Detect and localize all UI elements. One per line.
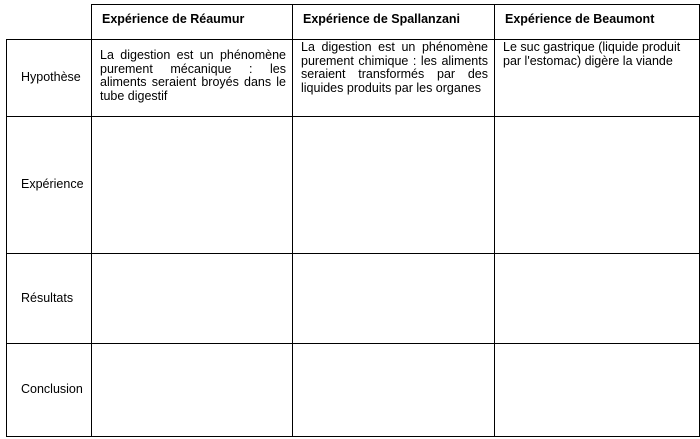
- hypothesis-beaumont: Le suc gastrique (liquide produit par l'estomac) digère la viande: [503, 40, 681, 68]
- row-label-experience: Expérience: [21, 177, 84, 192]
- table-border-bottom: [6, 436, 700, 437]
- experience-reaumur-cell: [92, 117, 292, 253]
- conclusion-reaumur-cell: [92, 344, 292, 436]
- conclusion-beaumont-cell: [495, 344, 699, 436]
- hypothesis-reaumur: La digestion est un phénomène purement mécanique : les aliments seraient broyés dans le tube digestif: [100, 48, 286, 103]
- resultats-reaumur-cell: [92, 254, 292, 343]
- hypothesis-spallanzani: La digestion est un phénomène purement chimique : les aliments seraient transformés par des liquides produits par les organes: [301, 40, 488, 95]
- row-label-hypothese: Hypothèse: [21, 70, 81, 85]
- resultats-spallanzani-cell: [293, 254, 494, 343]
- row-label-conclusion: Conclusion: [21, 382, 83, 397]
- conclusion-spallanzani-cell: [293, 344, 494, 436]
- column-header-beaumont: Expérience de Beaumont: [505, 12, 655, 26]
- experience-spallanzani-cell: [293, 117, 494, 253]
- column-header-spallanzani: Expérience de Spallanzani: [303, 12, 461, 26]
- row-label-resultats: Résultats: [21, 290, 74, 305]
- experience-beaumont-cell: [495, 117, 699, 253]
- resultats-beaumont-cell: [495, 254, 699, 343]
- column-header-reaumur: Expérience de Réaumur: [102, 12, 245, 26]
